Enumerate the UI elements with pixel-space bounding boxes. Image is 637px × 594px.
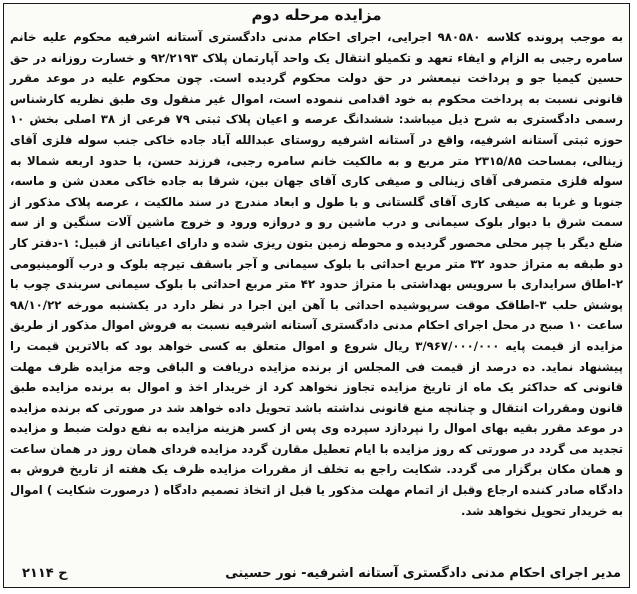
notice-footer: [4, 563, 629, 585]
notice-signature: مدیر اجرای احکام مدنی دادگستری آستانه اشرفیه- نور حسینی: [225, 566, 621, 581]
notice-reference-number: ح ۲۱۱۴: [22, 566, 68, 581]
notice-title: مزایده مرحله دوم: [251, 6, 382, 24]
notice-body: به موجب پرونده کلاسه ۹۸۰۵۸۰ اجرایی، اجرای احکام مدنی دادگستری آستانه اشرفیه محکوم علیه خانم سامره رجبی به الزام و ایفاء تعهد و تکمیلو انتقال یک واحد آپارتمان پلاک ۹۲/۲۱۹۳ و خسارت روزانه در حق حسین کیمیا جو و پرداخت نیمعشر در حق دولت محکوم گردیده است. چون محکوم علیه در موعد مقرر قانونی نسبت به پرداخت محکوم به خود اقدامی ننموده است، اموال غیر منقول وی طبق نظریه کارشناس رسمی دادگستری به شرح ذیل میباشد: ششدانگ عرصه و اعیان پلاک ثبتی ۷۹ فرعی از ۳۸ اصلی بخش ۱۰ حوزه ثبتی آستانه اشرفیه، واقع در آستانه اشرفیه روستای عبدالله آباد جاده خاکی جنب سوله فلزی آقای زینالی، بمساحت ۲۳۱۵/۸۵ متر مربع و به مالکیت خانم سامره رجبی، فرزند حسن، با حدود اربعه شمالا به سوله فلزی متصرفی آقای زینالی و صیفی کاری آقای جهان بین، شرقا به جاده خاکی معدن شن و ماسه، جنوبا و غربا به صیفی کاری آقای گلستانی و با طول و ابعاد مندرج در سند مالکیت ، عرصه پلاک مذکور از سمت شرق با دیوار بلوک سیمانی و درب ماشین رو و دروازه ورود و خروج ماشین آلات سنگین و از سه ضلع دیگر با چپر محلی محصور گردیده و محوطه زمین بتون ریزی شده و دارای اعیاناتی از قبیل: ۱-دفتر کار دو طبقه به متراژ حدود ۳۲ متر مربع احداثی با بلوک سیمانی و آجر باسقف تیرچه بلوک و درب آلومینیومی ۲-اطاق سرایداری با سرویس بهداشتی با متراژ حدود ۴۲ متر مربع احداثی با بلوک سیمانی سربندی چوب با پوشش حلب ۳-اطاقک موقت سرپوشیده احداثی با آهن این اجرا در نظر دارد در یکشنبه مورخه ۹۸/۱۰/۲۲ ساعت ۱۰ صبح در محل اجرای احکام مدنی دادگستری آستانه اشرفیه نسبت به فروش اموال مذکور از طریق مزایده از قیمت پایه ۳/۹۶۷/۰۰۰/۰۰۰ ریال شروع و اموال متعلق به کسی خواهد بود که بالاترین قیمت را پیشنهاد نماید. ده درصد از قیمت فی المجلس از برنده مزایده دریافت و الباقی وجه مزایده ظرف مهلت قانونی که حداکثر یک ماه از تاریخ مزایده تجاوز نخواهد کرد از خریدار اخذ و اموال به برنده مزایده طبق قانون ومقررات انتقال و چنانچه منع قانونی نداشته باشد تحویل داده خواهد شد در صورتی که برنده مزایده در موعد مقرر بقیه بهای اموال را نپردازد سپرده وی پس از کسر هزینه مزایده به نفع دولت ضبط و مزایده تجدید می گردد در صورتی که روز مزایده با ایام تعطیل مقارن گردد مزایده فردای همان روز در همان ساعت و همان مکان برگزار می گردد. شکایت راجع به تخلف از مقررات مزایده ظرف یک هفته از تاریخ فروش به دادگاه صادر کننده ارجاع وقبل از اتمام مهلت مذکور یا قبل از اتخاذ تصمیم دادگاه ( درصورت شکایت ) اموال به خریدار تحویل نخواهد شد.: [10, 30, 624, 518]
auction-notice: [3, 3, 630, 588]
